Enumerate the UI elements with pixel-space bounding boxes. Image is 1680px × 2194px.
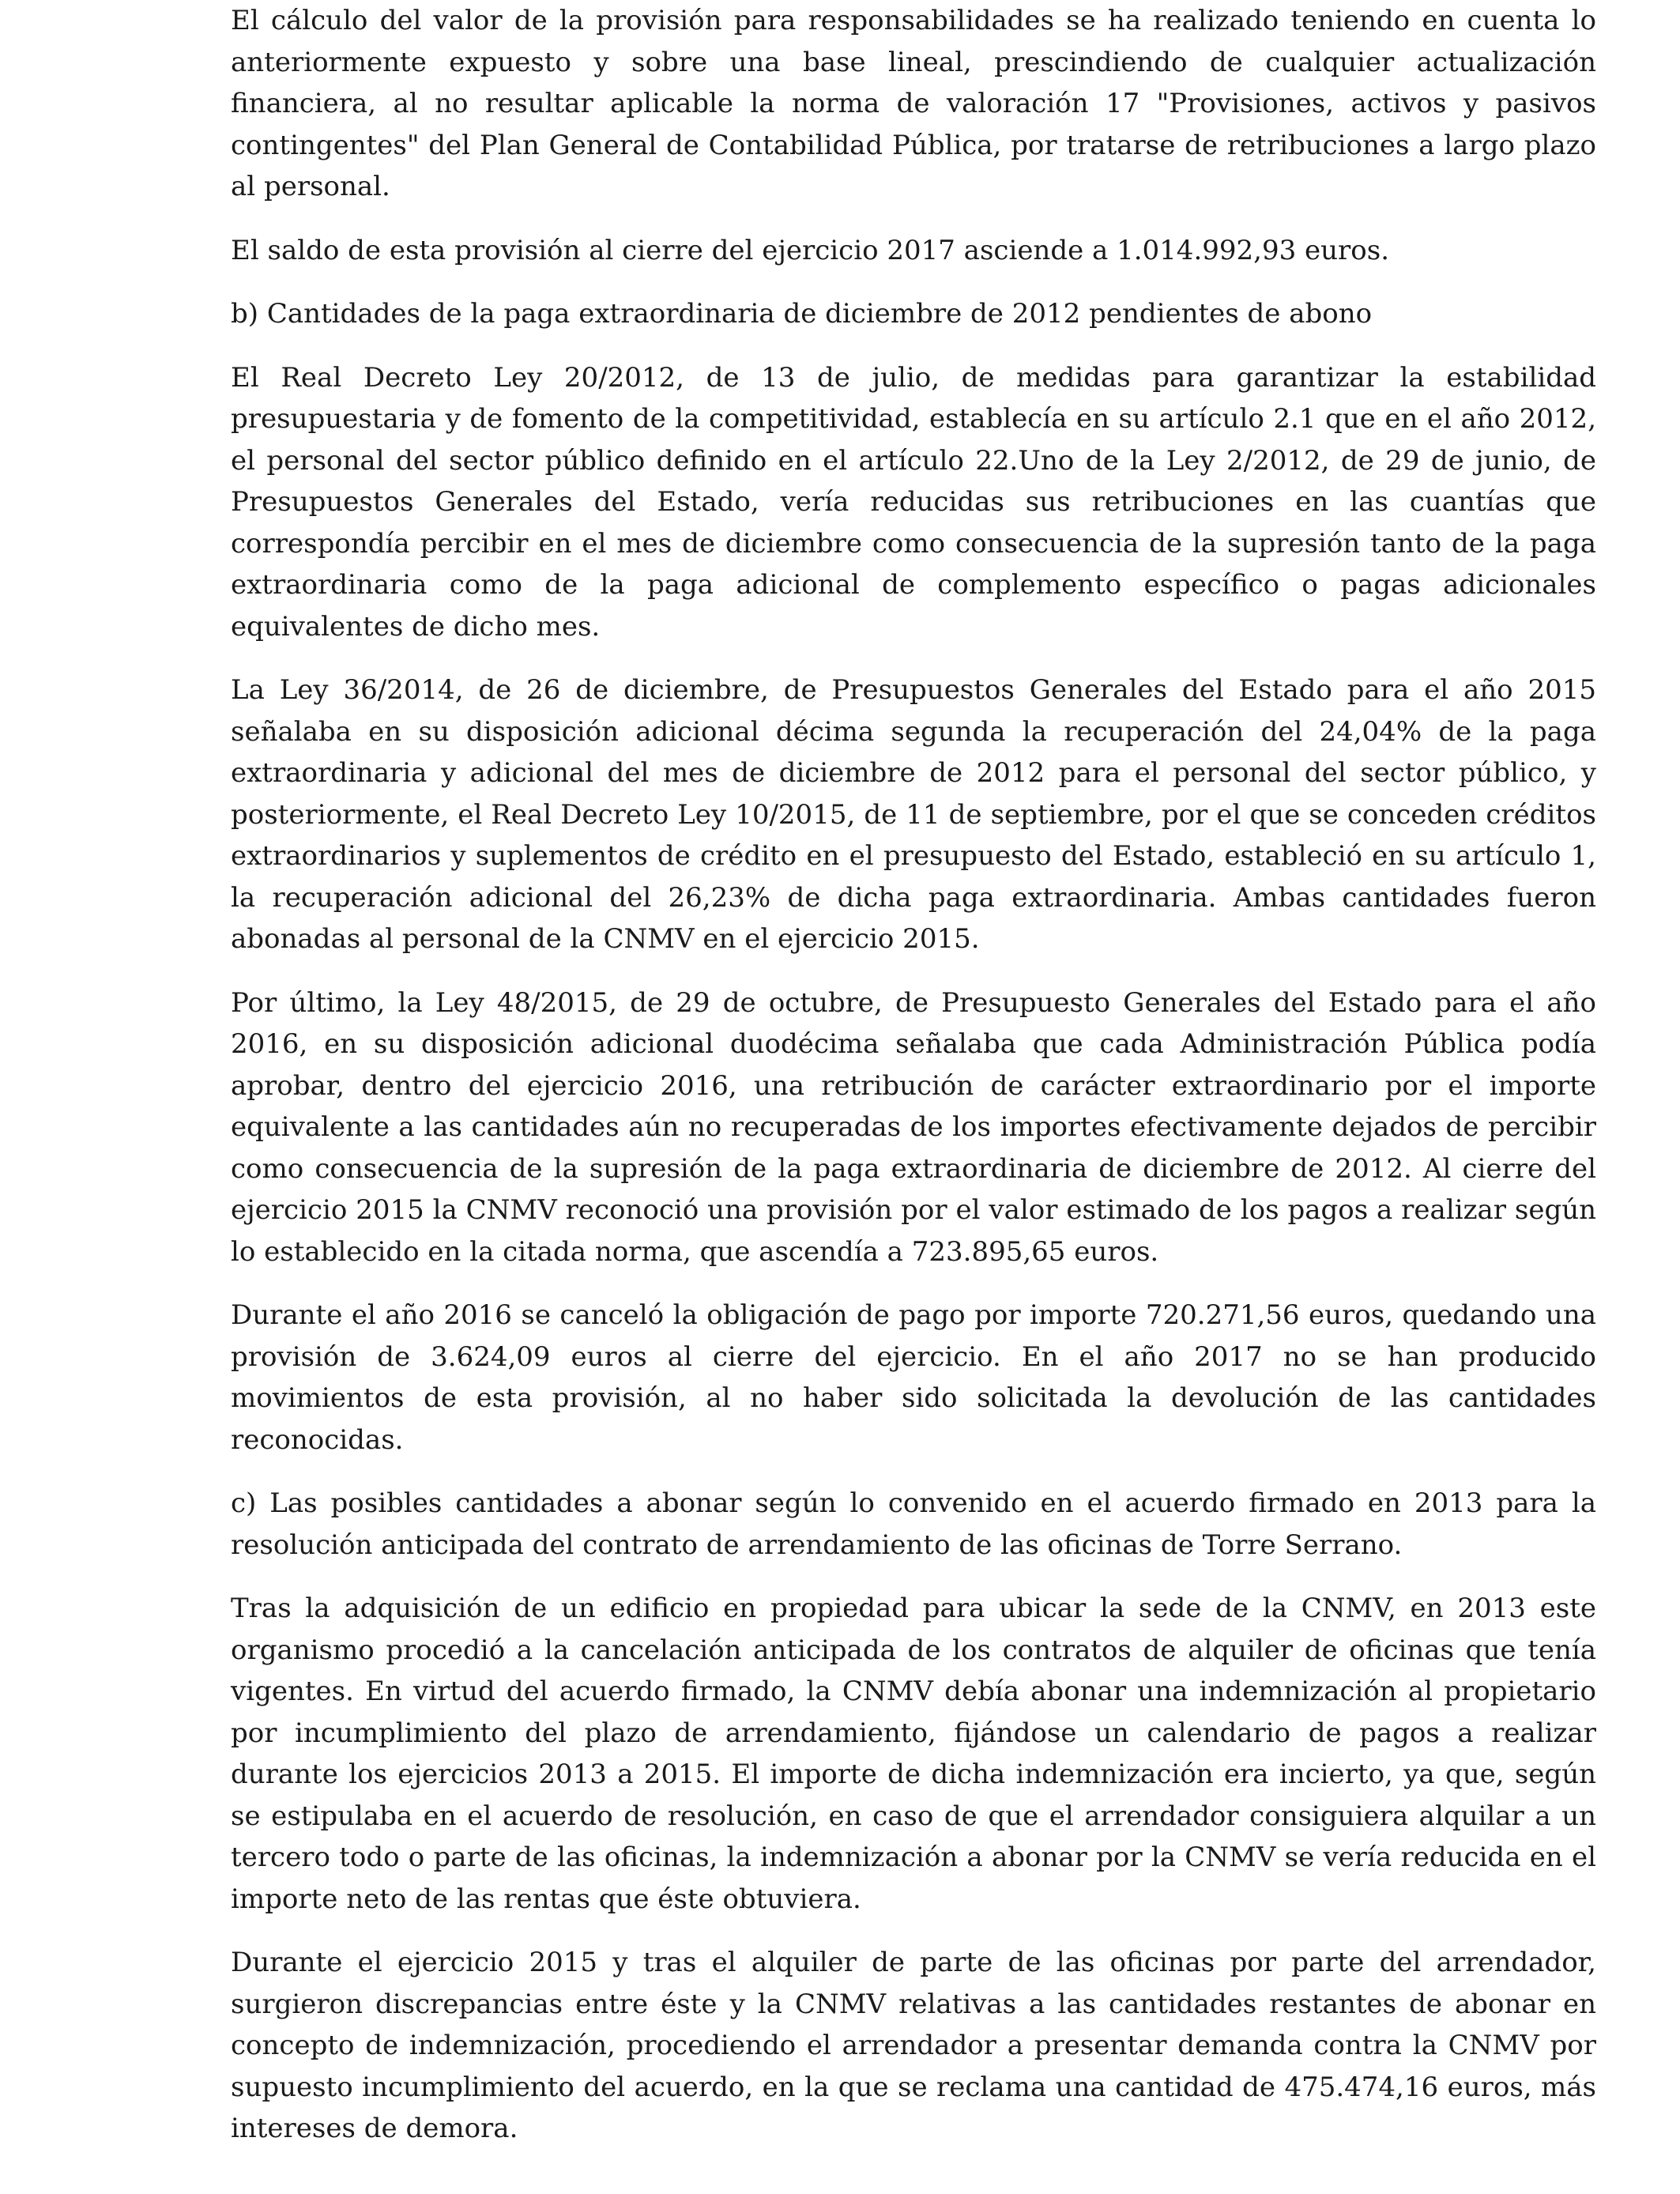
paragraph-provision-calculation: El cálculo del valor de la provisión para responsabilidades se ha realizado teniendo en cuenta lo anteriormente expuesto y sobre una base lineal, prescindiendo de cualquier actualización financiera, al no resultar aplicable la norma de valoración 17 "Provisiones, activos y pasivos contingentes" del Plan General de Contabilidad Pública, por tratarse de retribuciones a largo plazo al personal.	[231, 5, 1596, 202]
paragraph-2016-cancellation: Durante el año 2016 se canceló la obligación de pago por importe 720.271,56 euros, quedando una provisión de 3.624,09 euros al cierre del ejercicio. En el año 2017 no se han producido movimientos de esta provisión, al no haber sido solicitada la devolución de las cantidades reconocidas.	[231, 1299, 1596, 1456]
section-heading-c: c) Las posibles cantidades a abonar según lo convenido en el acuerdo firmado en 2013 para la resolución anticipada del contrato de arrendamiento de las oficinas de Torre Serrano.	[231, 1487, 1596, 1561]
paragraph-ley-36-2014: La Ley 36/2014, de 26 de diciembre, de Presupuestos Generales del Estado para el año 2015 señalaba en su disposición adicional décima segunda la recuperación del 24,04% de la paga extraordinaria y adicional del mes de diciembre de 2012 para el personal del sector público, y posteriormente, el Real Decreto Ley 10/2015, de 11 de septiembre, por el que se conceden créditos extraordinarios y suplementos de crédito en el presupuesto del Estado, estableció en su artículo 1, la recuperación adicional del 26,23% de dicha paga extraordinaria. Ambas cantidades fueron abonadas al personal de la CNMV en el ejercicio 2015.	[231, 674, 1596, 955]
paragraph-lawsuit: Durante el ejercicio 2015 y tras el alquiler de parte de las oficinas por parte del arrendador, surgieron discrepancias entre éste y la CNMV relativas a las cantidades restantes de abonar en concepto de indemnización, procediendo el arrendador a presentar demanda contra la CNMV por supuesto incumplimiento del acuerdo, en la que se reclama una cantidad de 475.474,16 euros, más intereses de demora.	[231, 1947, 1596, 2144]
paragraph-real-decreto-2012: El Real Decreto Ley 20/2012, de 13 de julio, de medidas para garantizar la estabilidad presupuestaria y de fomento de la competitividad, establecía en su artículo 2.1 que en el año 2012, el personal del sector público definido en el artículo 22.Uno de la Ley 2/2012, de 29 de junio, de Presupuestos Generales del Estado, vería reducidas sus retribuciones en las cuantías que correspondía percibir en el mes de diciembre como consecuencia de la supresión tanto de la paga extraordinaria como de la paga adicional de complemento específico o pagas adicionales equivalentes de dicho mes.	[231, 361, 1596, 643]
document-page	[231, 0, 1596, 2172]
section-heading-b: b) Cantidades de la paga extraordinaria de diciembre de 2012 pendientes de abono	[231, 298, 1373, 330]
paragraph-building-acquisition: Tras la adquisición de un edificio en propiedad para ubicar la sede de la CNMV, en 2013 este organismo procedió a la cancelación anticipada de los contratos de alquiler de oficinas que tenía vigentes. En virtud del acuerdo firmado, la CNMV debía abonar una indemnización al propietario por incumplimiento del plazo de arrendamiento, fijándose un calendario de pagos a realizar durante los ejercicios 2013 a 2015. El importe de dicha indemnización era incierto, ya que, según se estipulaba en el acuerdo de resolución, en caso de que el arrendador consiguiera alquilar a un tercero todo o parte de las oficinas, la indemnización a abonar por la CNMV se vería reducida en el importe neto de las rentas que éste obtuviera.	[231, 1593, 1596, 1915]
paragraph-ley-48-2015: Por último, la Ley 48/2015, de 29 de octubre, de Presupuesto Generales del Estado para el año 2016, en su disposición adicional duodécima señalaba que cada Administración Pública podía aprobar, dentro del ejercicio 2016, una retribución de carácter extraordinario por el importe equivalente a las cantidades aún no recuperadas de los importes efectivamente dejados de percibir como consecuencia de la supresión de la paga extraordinaria de diciembre de 2012. Al cierre del ejercicio 2015 la CNMV reconoció una provisión por el valor estimado de los pagos a realizar según lo establecido en la citada norma, que ascendía a 723.895,65 euros.	[231, 986, 1596, 1268]
paragraph-provision-balance: El saldo de esta provisión al cierre del ejercicio 2017 asciende a 1.014.992,93 euros.	[231, 234, 1390, 266]
